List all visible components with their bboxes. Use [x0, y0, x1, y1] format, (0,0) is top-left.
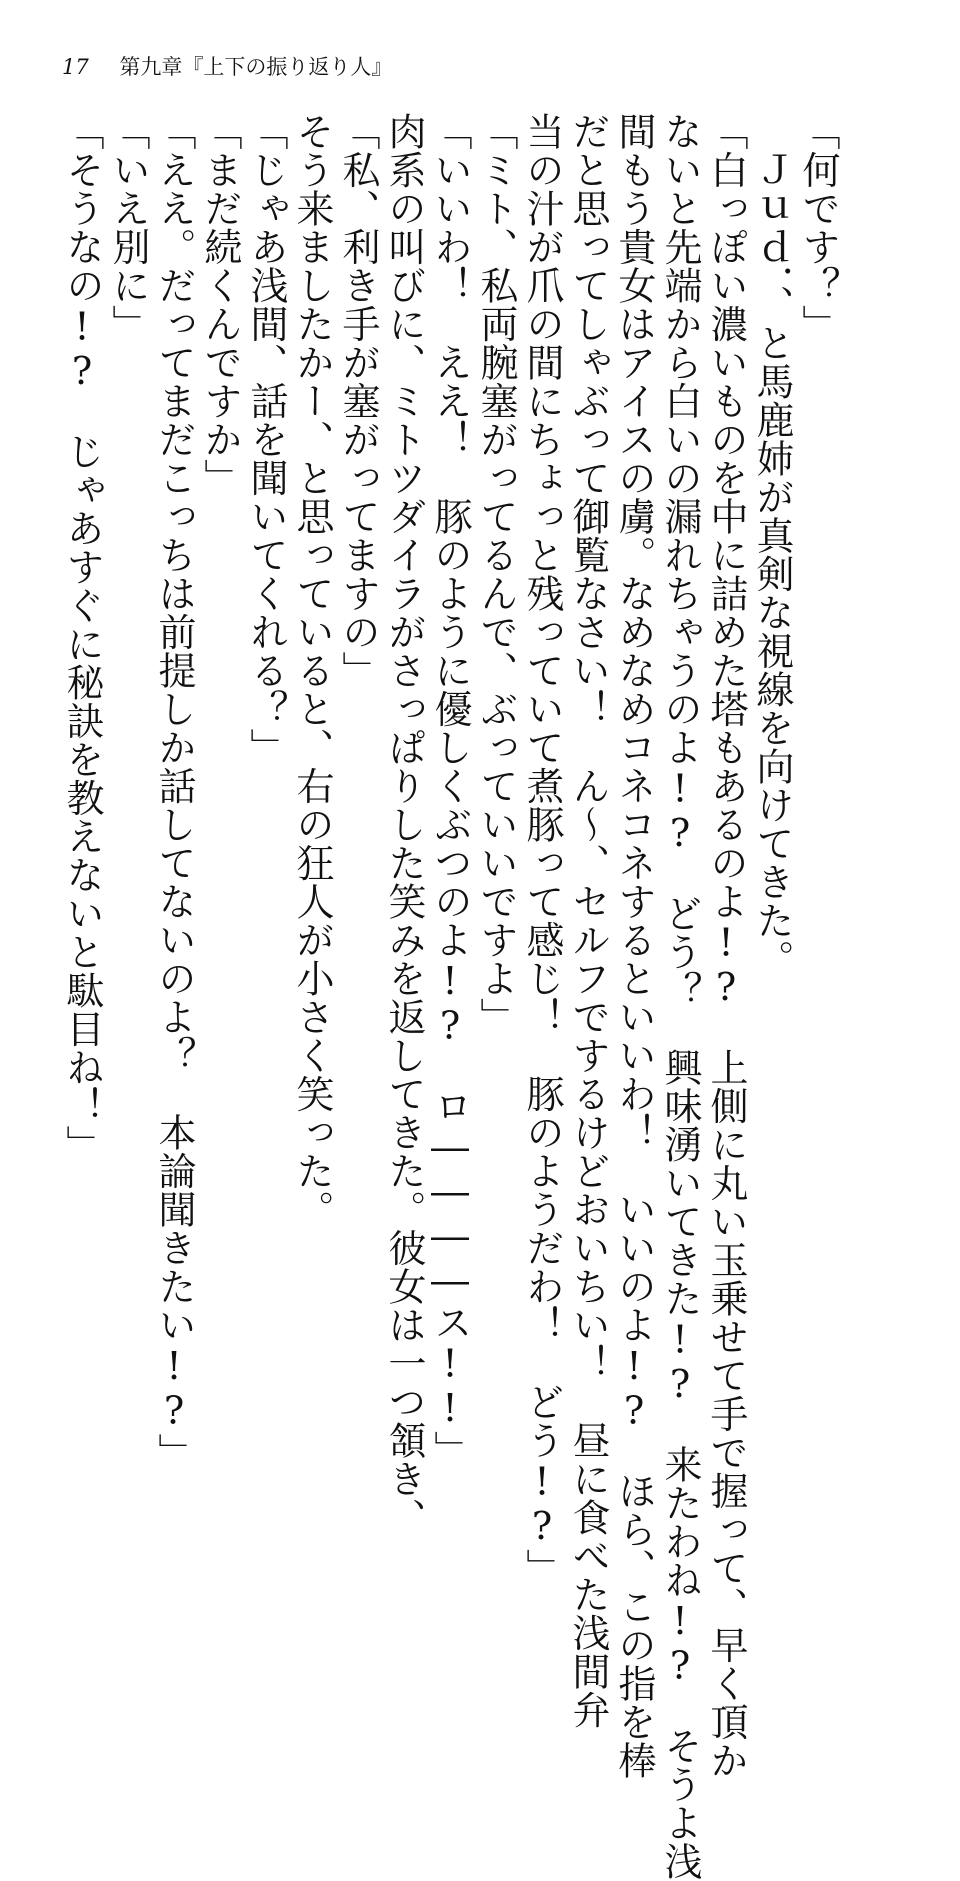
text-line: 「いえ別に」	[106, 112, 150, 343]
text-line: 「私、利き手が塞がってますの」	[336, 112, 380, 690]
text-line: 「何です？」	[796, 112, 840, 343]
text-line: 「まだ続くんですか」	[198, 112, 242, 497]
text-line: 「いいわ！ ええ！ 豚のように優しくぶつのよ!? ロ――――ス!!」	[428, 112, 472, 1469]
text-line: 「ええ。だってまだこっちは前提しか話してないのよ？ 本論聞きたい!?」	[152, 112, 196, 1472]
text-line: 「ミト、私両腕塞がってるんで、ぶっていいですよ」	[474, 112, 518, 1036]
text-line: ないと先端から白いの漏れちゃうのよ!? どう？ 興味湧いてきた!? 来たわね!? そうよ浅	[658, 112, 702, 1881]
text-line: 「白っぽい濃いものを中に詰めた塔もあるのよ!? 上側に丸い玉乗せて手で握って、早く頂か	[704, 112, 748, 1780]
text-line: そう来ましたかー、と思っていると、右の狂人が小さく笑った。	[290, 112, 334, 1229]
text-line: 肉系の叫びに、ミトツダイラがさっぱりした笑みを返してきた。彼女は一つ頷き、	[382, 112, 426, 1537]
text-line: 「じゃあ浅間、話を聞いてくれる？」	[244, 112, 288, 767]
text-line: 当の汁が爪の間にちょっと残っていて煮豚って感じ！ 豚のようだわ！ どう!?」	[520, 112, 564, 1587]
chapter-title: 第九章『上下の振り返り人』	[119, 55, 393, 79]
text-line: 間もう貴女はアイスの虜。なめなめコネコネするといいわ！ いいのよ!? ほら、この指を棒	[612, 112, 656, 1780]
text-line: 「そうなの!? じゃあすぐに秘訣を教えないと駄目ね！」	[60, 112, 104, 1164]
text-line: Ｊｕｄ．、と馬鹿姉が真剣な視線を向けてきた。	[750, 150, 794, 978]
page-number: 17	[62, 55, 89, 79]
text-line: だと思ってしゃぶって御覧なさい！ ん～、セルフでするけどおいちい！ 昼に食べた浅間弁	[566, 112, 610, 1729]
